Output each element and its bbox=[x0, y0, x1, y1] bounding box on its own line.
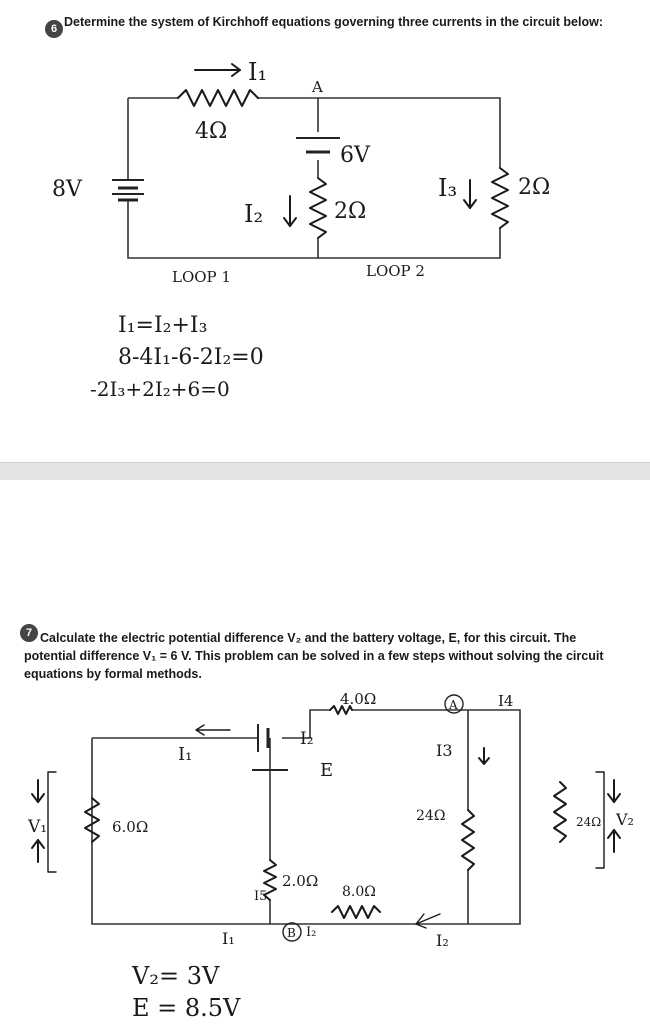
equation-2: 8-4I₁-6-2I₂=0 bbox=[118, 345, 264, 370]
problem-2-prompt-line-2: potential difference V₁ = 6 V. This problem can be solved in a few steps without solving the circuit bbox=[24, 649, 604, 663]
problem-2-number: 7 bbox=[20, 624, 38, 642]
label-loop1: LOOP 1 bbox=[172, 268, 231, 286]
current-arrow-i2-bottom-icon bbox=[416, 914, 440, 928]
equation-1: I₁=I₂+I₃ bbox=[118, 313, 208, 338]
current-arrow-i1-icon bbox=[195, 64, 240, 76]
label-v2: V₂ bbox=[616, 810, 634, 829]
label-node-a: A bbox=[312, 78, 323, 96]
resistor-2ohm-mid-icon bbox=[310, 178, 326, 238]
label-8v: 8V bbox=[52, 177, 82, 202]
current-arrow-i2-icon bbox=[284, 196, 296, 226]
label-i4: I4 bbox=[498, 692, 514, 710]
label-i3: I3 bbox=[436, 741, 453, 760]
battery-6v-icon bbox=[296, 138, 340, 152]
page-divider bbox=[0, 462, 650, 482]
label-i1-top: I₁ bbox=[248, 58, 268, 86]
label-2ohm-right: 2Ω bbox=[518, 175, 551, 200]
label-2ohm-mid: 2Ω bbox=[334, 199, 367, 224]
problem-1-page bbox=[0, 0, 650, 462]
circuit-2-diagram bbox=[0, 480, 650, 1024]
current-arrow-i3-icon bbox=[479, 748, 489, 764]
label-i1: I₁ bbox=[178, 744, 193, 765]
resistor-4ohm-icon bbox=[178, 90, 258, 106]
label-8ohm: 8.0Ω bbox=[342, 884, 376, 900]
label-6v: 6V bbox=[340, 143, 370, 168]
battery-8v-icon bbox=[112, 180, 144, 200]
label-i2: I₂ bbox=[244, 200, 264, 228]
resistor-2ohm-right-icon bbox=[492, 168, 508, 228]
label-24ohm: 24Ω bbox=[416, 808, 446, 824]
label-i1-bottom: I₁ bbox=[222, 929, 235, 948]
problem-2-prompt-line-1: Calculate the electric potential difference V₂ and the battery voltage, E, for this circuit. The bbox=[40, 631, 577, 645]
label-24ohm-far-right: 24Ω bbox=[576, 815, 602, 829]
current-arrow-i1-icon bbox=[196, 725, 230, 735]
current-arrow-i3-icon bbox=[464, 180, 476, 208]
resistor-24ohm-far-right-icon bbox=[554, 782, 566, 842]
resistor-8ohm-icon bbox=[332, 906, 380, 918]
label-2ohm: 2.0Ω bbox=[282, 872, 319, 890]
label-4ohm: 4.0Ω bbox=[340, 690, 377, 708]
label-i2-mid: I₂ bbox=[300, 729, 314, 749]
circuit-1-diagram bbox=[0, 0, 650, 440]
label-i2-bottom-right: I₂ bbox=[436, 931, 449, 950]
label-v1: V₁ bbox=[28, 817, 48, 837]
problem-2-page bbox=[0, 480, 650, 1024]
label-i5: I5 bbox=[254, 889, 268, 904]
problem-2-prompt-line-3: equations by formal methods. bbox=[24, 667, 202, 681]
label-node-b: B bbox=[287, 926, 296, 940]
label-loop2: LOOP 2 bbox=[366, 262, 425, 280]
label-4ohm: 4Ω bbox=[195, 119, 228, 144]
label-6ohm: 6.0Ω bbox=[112, 818, 149, 836]
bracket-left-icon bbox=[48, 772, 56, 872]
equation-3: -2I₃+2I₂+6=0 bbox=[90, 377, 230, 401]
resistor-24ohm-icon bbox=[462, 810, 474, 870]
problem-1-prompt: Determine the system of Kirchhoff equations governing three currents in the circuit below: bbox=[64, 15, 603, 29]
answer-v2: V₂= 3V bbox=[132, 962, 220, 990]
label-node-a: A bbox=[449, 698, 458, 712]
problem-1-number: 6 bbox=[45, 20, 63, 38]
answer-e: E = 8.5V bbox=[132, 994, 241, 1022]
label-i2-b: I₂ bbox=[306, 925, 317, 940]
label-i3: I₃ bbox=[438, 174, 458, 202]
label-battery-e: E bbox=[320, 760, 334, 781]
